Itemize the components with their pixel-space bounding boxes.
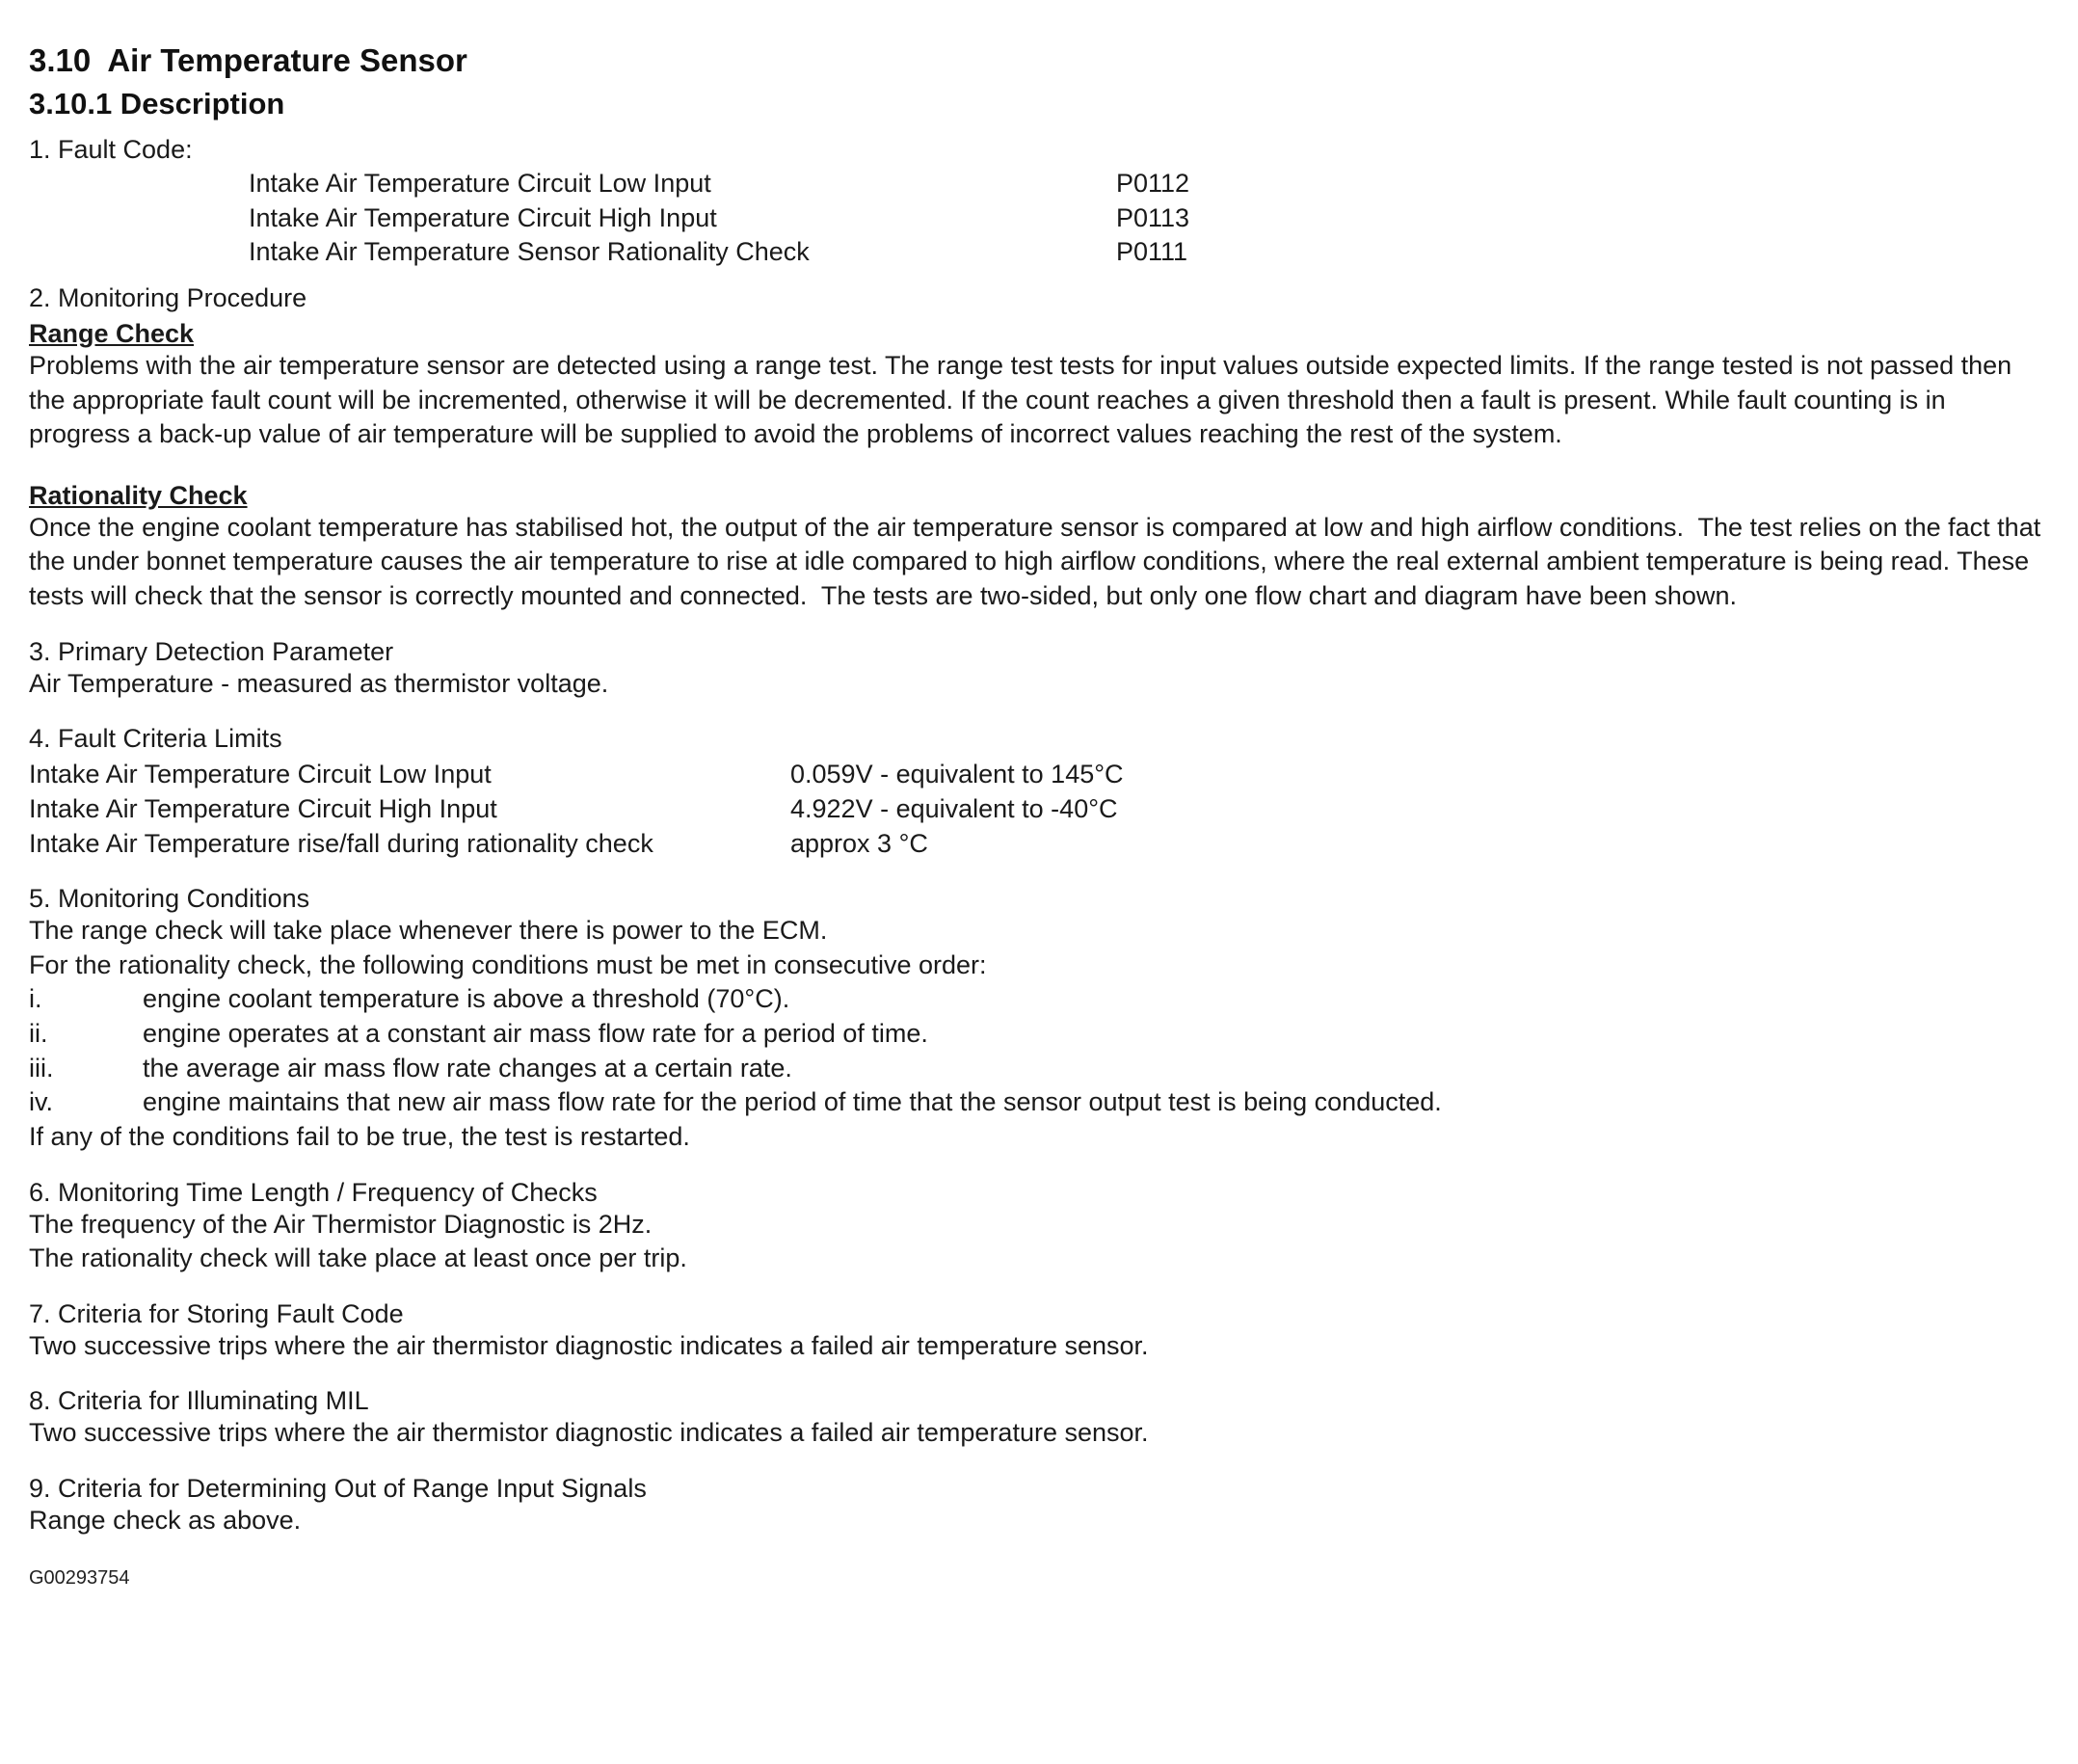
fault-label: Intake Air Temperature Circuit Low Input (249, 169, 711, 198)
section-storing-fault (29, 1299, 2043, 1364)
list-marker: iv. (29, 1087, 53, 1117)
table-row (29, 758, 2043, 792)
criteria-value: approx 3 °C (790, 828, 928, 858)
list-item (29, 1085, 2043, 1120)
monitoring-procedure-heading: 2. Monitoring Procedure (29, 282, 307, 312)
section-illuminating-mil (29, 1386, 2043, 1451)
fault-code-table (29, 167, 2043, 270)
section-primary-detection (29, 637, 2043, 702)
rationality-check-paragraph: Once the engine coolant temperature has stabilised hot, the output of the air temperature sensor is compared at low and high airflow conditions. The test relies on the fact that the under bonnet temperature causes the air temperature to rise at idle compared to high airflow conditions, where the real external ambient temperature is being read. These tests will check that the sensor is correctly mounted and connected. The tests are two-sided, but only one flow chart and diagram have been shown. (29, 512, 2048, 610)
section-description-title: 3.10.1 Description (29, 87, 285, 120)
range-check-heading: Range Check (29, 318, 195, 348)
storing-fault-text: Two successive trips where the air thermistor diagnostic indicates a failed air temperature sensor. (29, 1330, 1149, 1360)
list-item (29, 982, 2043, 1017)
list-text: engine maintains that new air mass flow rate for the period of time that the sensor output test is being conducted. (143, 1087, 1442, 1117)
rationality-check-heading: Rationality Check (29, 480, 248, 510)
fault-label: Intake Air Temperature Sensor Rationality Check (249, 237, 810, 267)
fault-code-value: P0113 (1116, 202, 1190, 232)
primary-detection-text: Air Temperature - measured as thermistor voltage. (29, 668, 609, 698)
table-row (29, 827, 2043, 862)
criteria-value: 4.922V - equivalent to -40°C (790, 793, 1118, 823)
section-monitoring-procedure (29, 282, 2048, 614)
section-monitoring-time (29, 1178, 2043, 1276)
monitoring-time-heading: 6. Monitoring Time Length / Frequency of Checks (29, 1177, 598, 1207)
monitoring-conditions-line: For the rationality check, the following conditions must be met in consecutive order: (29, 949, 987, 979)
conditions-list (29, 982, 2043, 1120)
list-text: the average air mass flow rate changes at a certain rate. (143, 1053, 792, 1082)
section-fault-criteria (29, 724, 2043, 861)
monitoring-conditions-heading: 5. Monitoring Conditions (29, 884, 310, 914)
list-marker: iii. (29, 1053, 54, 1082)
list-marker: ii. (29, 1019, 48, 1048)
out-of-range-text: Range check as above. (29, 1506, 302, 1535)
page-title: 3.10 Air Temperature Sensor (29, 42, 467, 78)
range-check-paragraph: Problems with the air temperature sensor are detected using a range test. The range test tests for input values outside expected limits. If the range tested is not passed then the appropriate fault count will be incremented, otherwise it will be decremented. If the count reaches a given threshold then a fault is present. While fault counting is in progress a back-up value of air temperature will be supplied to avoid the problems of incorrect values reaching the rest of the system. (29, 350, 2019, 449)
fault-label: Intake Air Temperature Circuit High Input (249, 202, 717, 232)
criteria-value: 0.059V - equivalent to 145°C (790, 760, 1124, 789)
fault-criteria-heading: 4. Fault Criteria Limits (29, 724, 282, 754)
monitoring-conditions-line: The range check will take place whenever there is power to the ECM. (29, 916, 828, 946)
section-fault-code (29, 135, 2043, 270)
table-row (249, 235, 2043, 270)
monitoring-time-line: The rationality check will take place at least once per trip. (29, 1243, 687, 1273)
list-text: engine coolant temperature is above a threshold (70°C). (143, 984, 790, 1014)
storing-fault-heading: 7. Criteria for Storing Fault Code (29, 1298, 404, 1328)
primary-detection-heading: 3. Primary Detection Parameter (29, 636, 394, 666)
table-row (29, 792, 2043, 827)
criteria-label: Intake Air Temperature rise/fall during rationality check (29, 828, 653, 858)
fault-code-heading: 1. Fault Code: (29, 135, 193, 164)
table-row (249, 201, 2043, 236)
section-monitoring-conditions (29, 884, 2043, 1154)
out-of-range-heading: 9. Criteria for Determining Out of Range Input Signals (29, 1474, 647, 1503)
table-row (249, 167, 2043, 201)
illuminating-mil-heading: 8. Criteria for Illuminating MIL (29, 1386, 369, 1416)
section-out-of-range (29, 1474, 2043, 1538)
criteria-label: Intake Air Temperature Circuit Low Input (29, 760, 492, 789)
fault-code-value: P0111 (1116, 237, 1188, 267)
fault-criteria-table (29, 758, 2043, 861)
monitoring-time-line: The frequency of the Air Thermistor Diagnostic is 2Hz. (29, 1209, 653, 1239)
figure-reference-code: G00293754 (29, 1566, 130, 1589)
fault-code-value: P0112 (1116, 169, 1190, 198)
list-item (29, 1052, 2043, 1086)
list-marker: i. (29, 984, 42, 1014)
illuminating-mil-text: Two successive trips where the air thermistor diagnostic indicates a failed air temperature sensor. (29, 1418, 1149, 1448)
criteria-label: Intake Air Temperature Circuit High Input (29, 793, 497, 823)
monitoring-conditions-line: If any of the conditions fail to be true, the test is restarted. (29, 1121, 690, 1151)
list-text: engine operates at a constant air mass flow rate for a period of time. (143, 1019, 928, 1048)
list-item (29, 1017, 2043, 1052)
